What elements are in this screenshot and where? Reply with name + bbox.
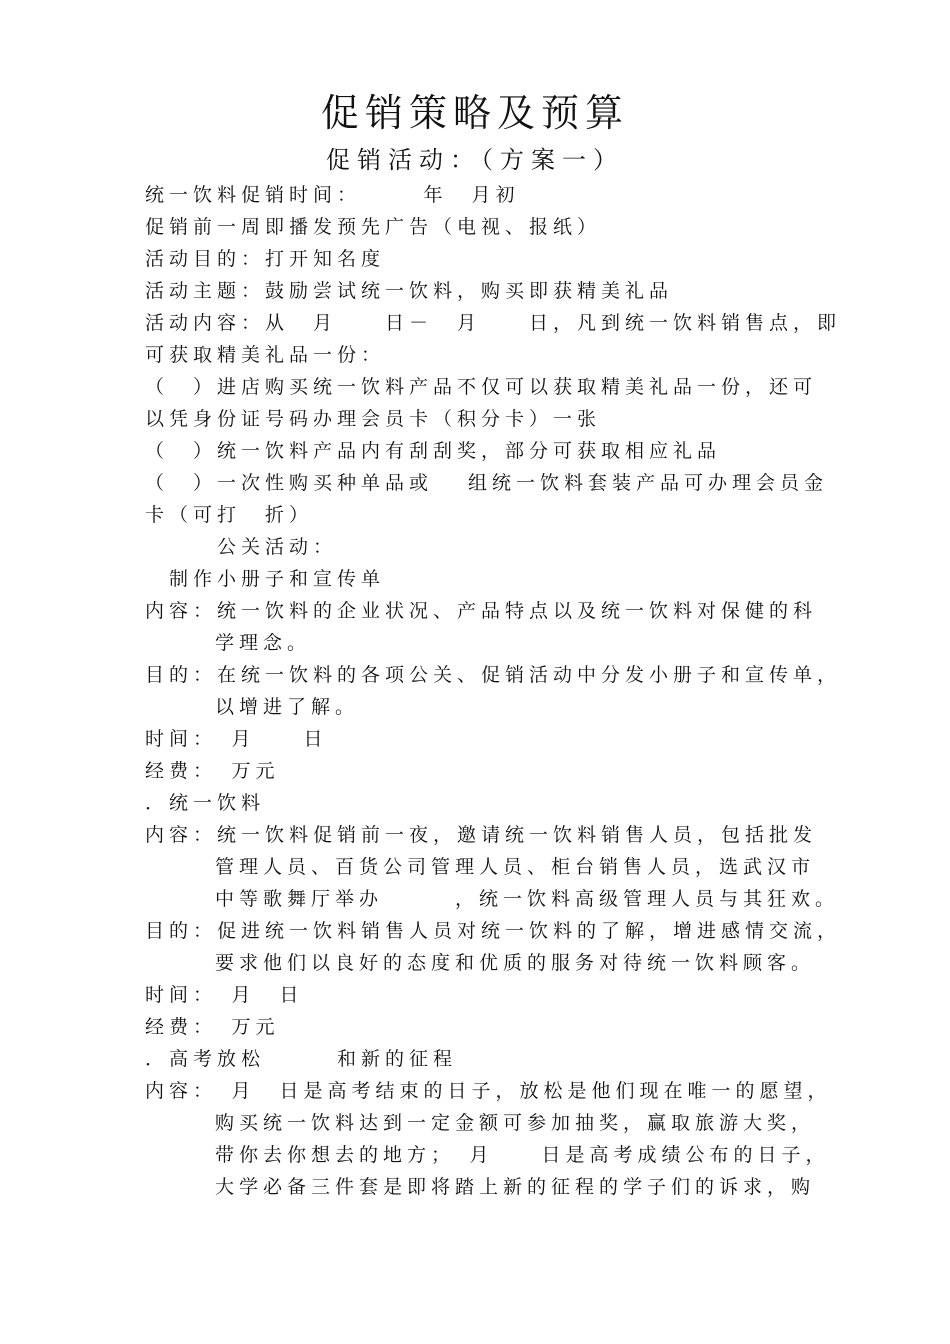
text-line: 管理人员、百货公司管理人员、柜台销售人员，选武汉市 — [215, 856, 816, 878]
section-heading: ．高考放松 和新的征程 — [145, 1048, 458, 1070]
text-line: 内容： 月 日是高考结束的日子，放松是他们现在唯一的愿望， — [145, 1080, 832, 1102]
text-line: 内容：统一饮料促销前一夜，邀请统一饮料销售人员，包括批发 — [145, 824, 818, 846]
text-line: 统一饮料促销时间： 年 月初 — [145, 184, 520, 206]
text-line: 带你去你想去的地方； 月 日是高考成绩公布的日子， — [215, 1144, 830, 1166]
text-line: 内容：统一饮料的企业状况、产品特点以及统一饮料对保健的科 — [145, 600, 818, 622]
text-line: （ ）进店购买统一饮料产品不仅可以获取精美礼品一份，还可 — [145, 376, 818, 398]
document-subtitle: 促销活动：（方案一） — [326, 146, 624, 174]
text-line: 经费： 万元 — [145, 1016, 280, 1038]
section-heading: ．统一饮料 — [145, 792, 266, 814]
text-line: 促销前一周即播发预先广告（电视、报纸） — [145, 216, 602, 238]
text-line: 要求他们以良好的态度和优质的服务对待统一饮料顾客。 — [215, 952, 816, 974]
text-line: 活动目的：打开知名度 — [145, 248, 386, 270]
text-line: 目的：促进统一饮料销售人员对统一饮料的了解，增进感情交流， — [145, 920, 842, 942]
text-line: 活动内容：从 月 日－ 月 日，凡到统一饮料销售点，即 — [145, 312, 842, 334]
text-line: 以凭身份证号码办理会员卡（积分卡）一张 — [145, 408, 602, 430]
text-line: 卡（可打 折） — [145, 504, 314, 526]
text-line: 中等歌舞厅举办 ，统一饮料高级管理人员与其狂欢。 — [215, 888, 840, 910]
text-line: 时间： 月 日 — [145, 984, 304, 1006]
text-line: （ ）统一饮料产品内有刮刮奖，部分可获取相应礼品 — [145, 440, 722, 462]
section-heading: 制作小册子和宣传单 — [145, 568, 386, 590]
text-line: 学理念。 — [215, 632, 312, 654]
text-line: 经费： 万元 — [145, 760, 280, 782]
document-title: 促销策略及预算 — [320, 91, 629, 135]
text-line: 可获取精美礼品一份： — [145, 344, 386, 366]
text-line: 时间： 月 日 — [145, 728, 328, 750]
text-line: 购买统一饮料达到一定金额可参加抽奖，赢取旅游大奖， — [215, 1112, 816, 1134]
text-line: 以增进了解。 — [215, 696, 360, 718]
text-line: （ ）一次性购买种单品或 组统一饮料套装产品可办理会员金 — [145, 472, 829, 494]
text-line: 活动主题：鼓励尝试统一饮料，购买即获精美礼品 — [145, 280, 674, 302]
text-line: 大学必备三件套是即将踏上新的征程的学子们的诉求，购 — [215, 1176, 816, 1198]
text-line: 目的：在统一饮料的各项公关、促销活动中分发小册子和宣传单， — [145, 664, 842, 686]
section-heading: 公关活动： — [145, 536, 338, 558]
